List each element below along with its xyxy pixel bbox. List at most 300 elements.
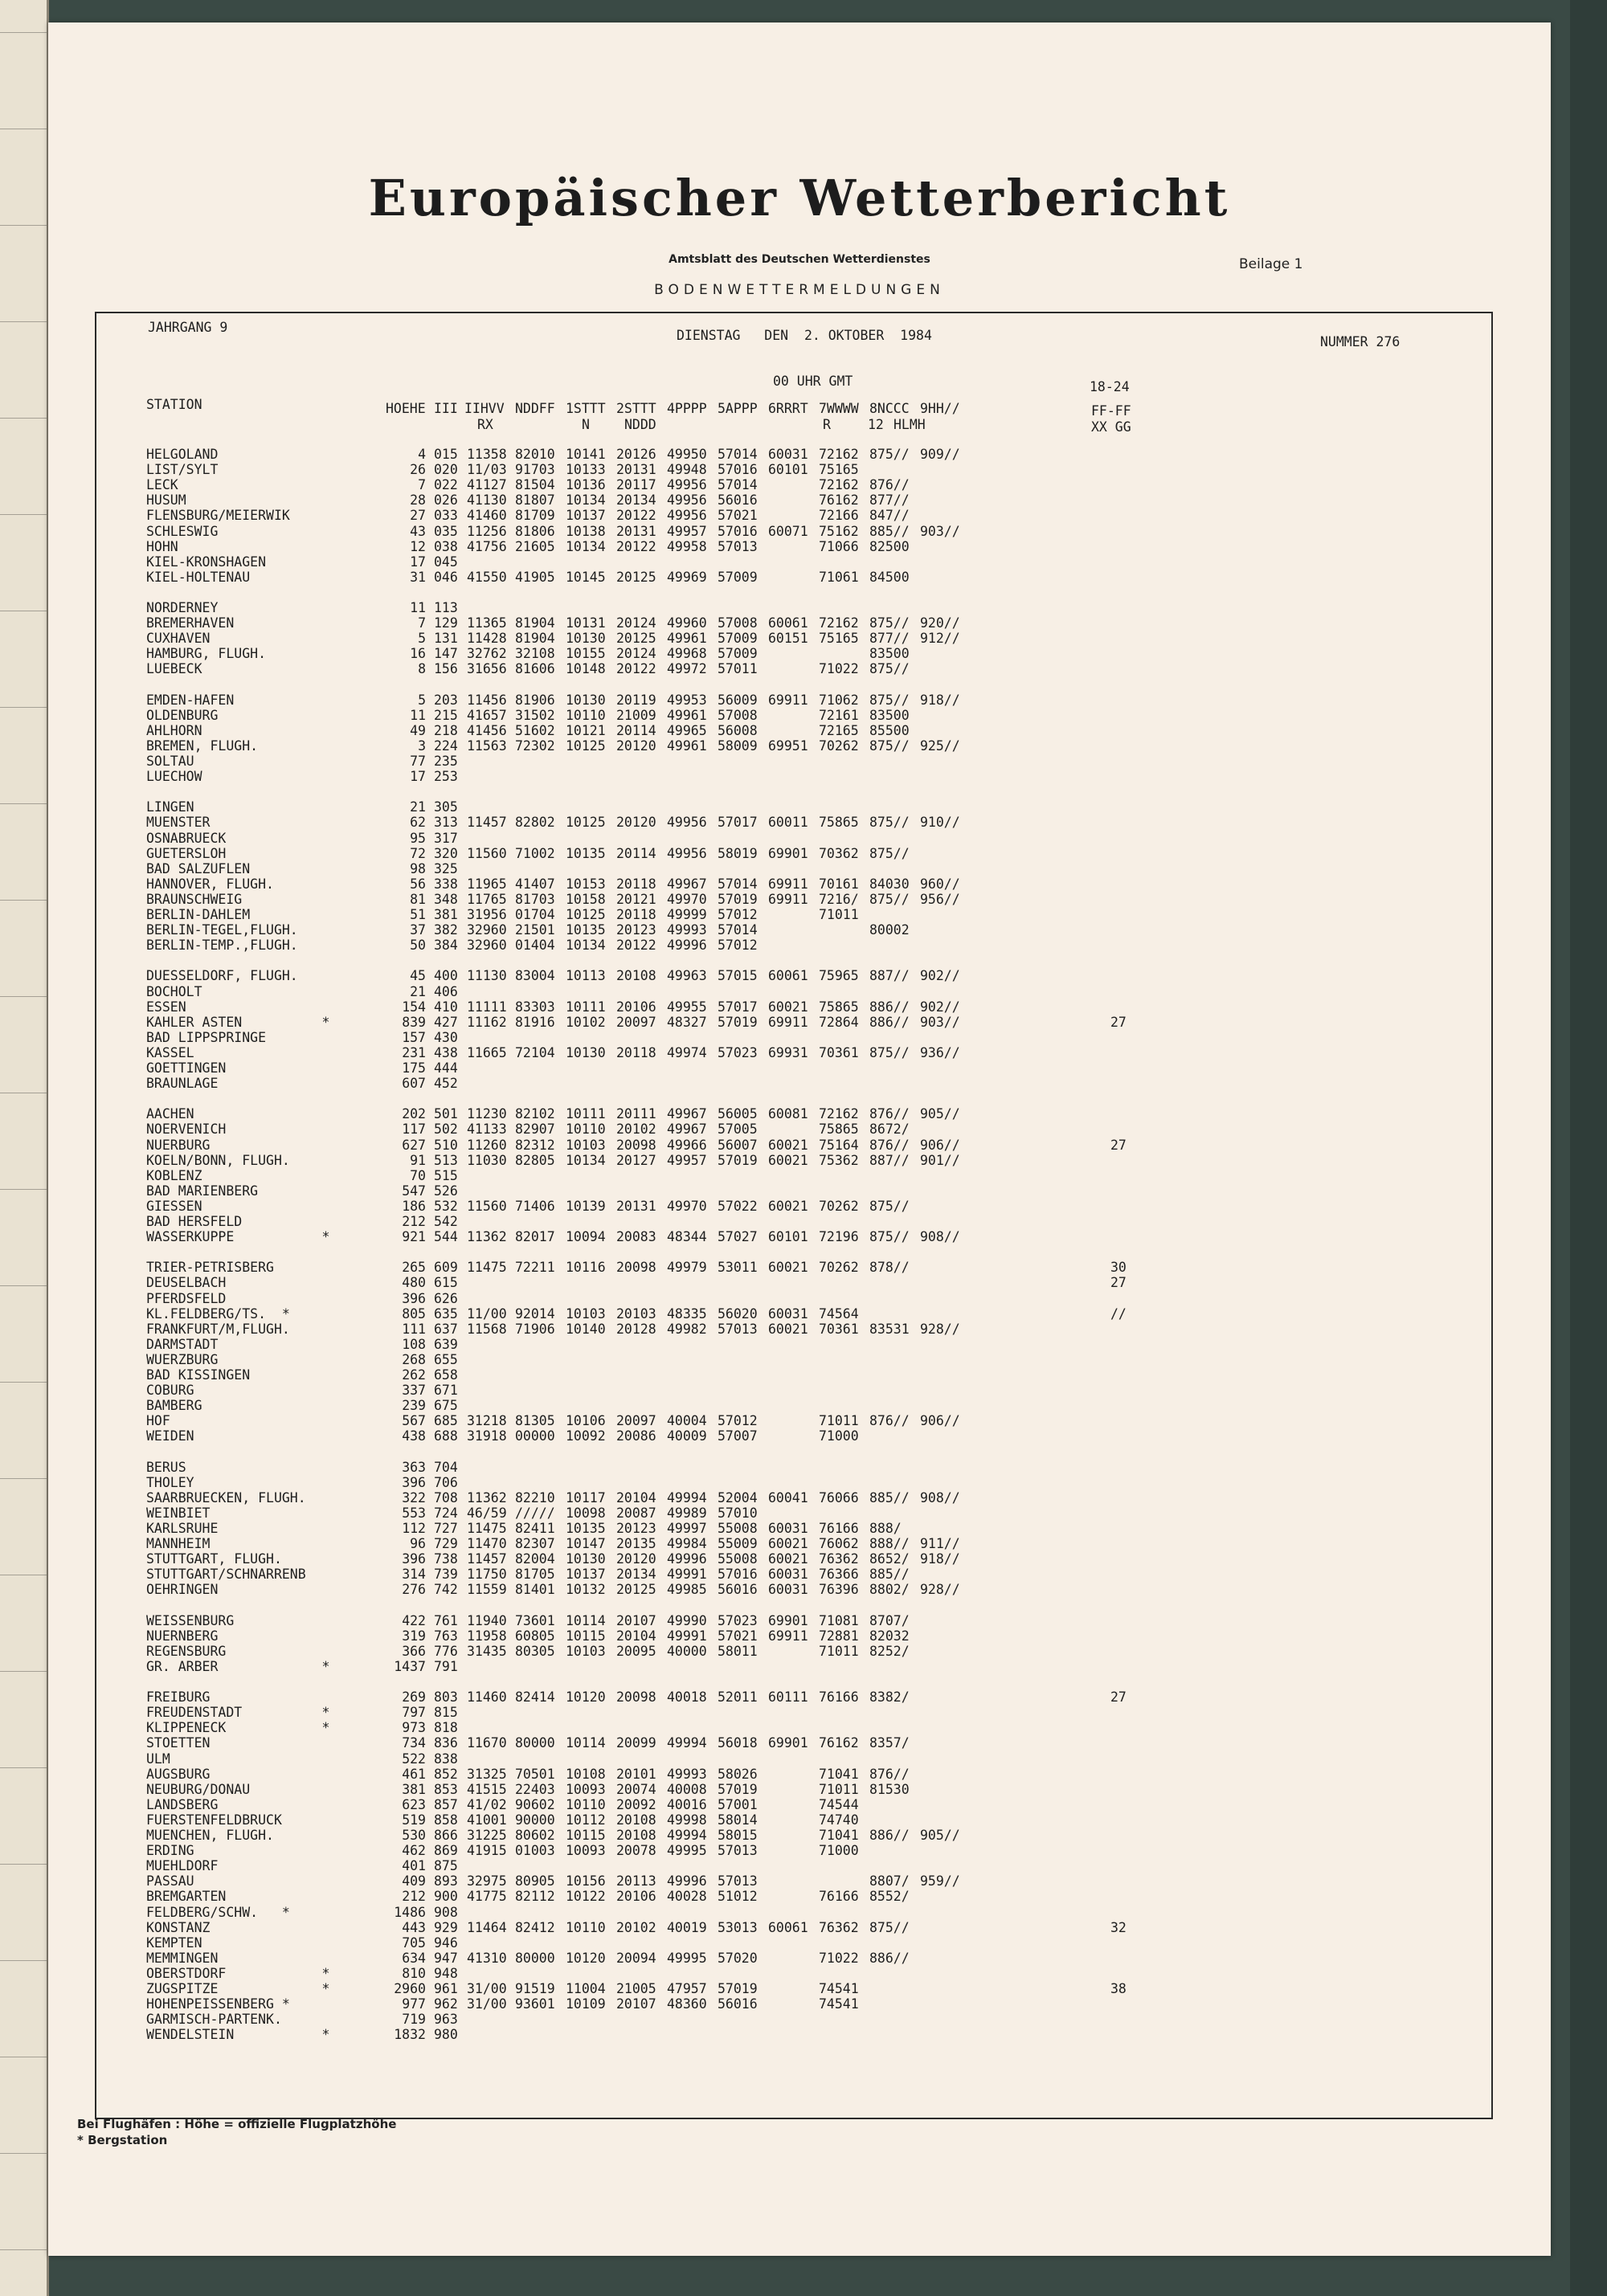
cell-w: 75865 (819, 999, 859, 1015)
cell-h: 396 (402, 1551, 426, 1567)
cell-x: 959// (920, 1873, 960, 1890)
cell-e: 49996 (667, 1551, 707, 1567)
cell-c: 10116 (566, 1260, 606, 1276)
cell-d: 20118 (616, 876, 656, 892)
cell-g: 60061 (768, 615, 808, 631)
cell-e: 49990 (667, 1612, 707, 1628)
book-binding-right (1570, 0, 1607, 2296)
station-name: KONSTANZ (146, 1919, 211, 1935)
table-row (96, 953, 1495, 968)
cell-d: 20099 (616, 1735, 656, 1751)
cell-d: 20083 (616, 1229, 656, 1245)
page-title: Europäischer Wetterbericht (368, 169, 1231, 227)
cell-c: 10131 (566, 615, 606, 631)
cell-f: 55008 (718, 1551, 758, 1567)
cell-f: 57014 (718, 922, 758, 938)
cell-w: 74564 (819, 1305, 859, 1322)
table-row (96, 1168, 1495, 1183)
cell-i: 776 (434, 1643, 458, 1659)
table-row (96, 754, 1495, 769)
cell-i: 046 (434, 569, 458, 585)
cell-g: 69911 (768, 876, 808, 892)
table-row (96, 1076, 1495, 1091)
station-name: FREUDENSTADT * (146, 1705, 330, 1721)
cell-i: 869 (434, 1843, 458, 1859)
cell-h: 977 (402, 1996, 426, 2012)
station-name: WEISSENBURG (146, 1612, 235, 1628)
cell-n: 8802/ (869, 1582, 910, 1598)
cell-b: 81916 (515, 1014, 555, 1030)
cell-b: 92014 (515, 1305, 555, 1322)
cell-n: 886// (869, 999, 910, 1015)
col-iihvv: IIHVV (464, 401, 505, 416)
cell-i: 704 (434, 1459, 458, 1475)
cell-w: 72162 (819, 1106, 859, 1122)
cell-b: 91519 (515, 1981, 555, 1996)
cell-d: 20125 (616, 569, 656, 585)
cell-b: 01704 (515, 907, 555, 922)
table-row (96, 861, 1495, 876)
station-name: THOLEY (146, 1474, 194, 1490)
cell-ff: 27 (1110, 1275, 1127, 1291)
cell-g: 60031 (768, 1305, 808, 1322)
cell-h: 337 (402, 1383, 426, 1399)
cell-a: 32960 (467, 922, 507, 938)
cell-w: 71011 (819, 1643, 859, 1659)
cell-h: 112 (402, 1521, 426, 1536)
table-row (96, 1199, 1495, 1214)
cell-e: 40004 (667, 1413, 707, 1429)
table-row (96, 1138, 1495, 1153)
cell-h: 519 (402, 1812, 426, 1828)
cell-h: 91 (410, 1152, 426, 1168)
cell-a: 41310 (467, 1950, 507, 1966)
station-name: OBERSTDORF * (146, 1965, 330, 1981)
cell-e: 48344 (667, 1229, 707, 1245)
station-name: KASSEL (146, 1044, 194, 1060)
table-row (96, 539, 1495, 554)
cell-f: 57015 (718, 968, 758, 984)
cell-a: 41915 (467, 1843, 507, 1859)
cell-h: 154 (402, 999, 426, 1015)
cell-d: 20098 (616, 1689, 656, 1706)
cell-a: 11475 (467, 1521, 507, 1536)
cell-b: 80305 (515, 1643, 555, 1659)
cell-c: 10114 (566, 1612, 606, 1628)
cell-a: 11457 (467, 815, 507, 831)
table-row (96, 1091, 1495, 1106)
cell-x: 960// (920, 876, 960, 892)
table-row (96, 907, 1495, 922)
table-row (96, 1966, 1495, 1981)
cell-n: 84500 (869, 569, 910, 585)
cell-w: 76062 (819, 1536, 859, 1552)
station-name: BERUS (146, 1459, 186, 1475)
cell-n: 876// (869, 477, 910, 493)
cell-e: 49953 (667, 692, 707, 708)
cell-h: 43 (410, 523, 426, 539)
cell-w: 75865 (819, 815, 859, 831)
cell-a: 11560 (467, 845, 507, 861)
cell-g: 69911 (768, 1628, 808, 1644)
cell-b: 83303 (515, 999, 555, 1015)
cell-f: 55009 (718, 1536, 758, 1552)
cell-x: 928// (920, 1582, 960, 1598)
cell-n: 877// (869, 492, 910, 509)
cell-d: 21005 (616, 1981, 656, 1996)
cell-n: 847// (869, 508, 910, 524)
table-row (96, 1521, 1495, 1536)
cell-h: 111 (402, 1321, 426, 1337)
cell-d: 20124 (616, 615, 656, 631)
cell-w: 75362 (819, 1152, 859, 1168)
cell-e: 49974 (667, 1044, 707, 1060)
table-row (96, 1873, 1495, 1889)
cell-c: 10122 (566, 1889, 606, 1905)
cell-h: 547 (402, 1183, 426, 1199)
cell-f: 57021 (718, 508, 758, 524)
cell-h: 805 (402, 1305, 426, 1322)
col-7wwww-sub: 12 (868, 417, 884, 432)
table-row (96, 1767, 1495, 1782)
cell-b: 71906 (515, 1321, 555, 1337)
cell-n: 80002 (869, 922, 910, 938)
cell-f: 58009 (718, 737, 758, 754)
cell-c: 10130 (566, 1551, 606, 1567)
cell-i: 708 (434, 1489, 458, 1505)
cell-h: 28 (410, 492, 426, 509)
cell-e: 49991 (667, 1628, 707, 1644)
cell-ff: 27 (1110, 1014, 1127, 1030)
cell-d: 20092 (616, 1796, 656, 1812)
cell-a: 31/00 (467, 1996, 507, 2012)
cell-i: 033 (434, 508, 458, 524)
table-row (96, 1551, 1495, 1567)
cell-a: 31218 (467, 1413, 507, 1429)
cell-g: 60071 (768, 523, 808, 539)
cell-i: 791 (434, 1658, 458, 1674)
table-row (96, 462, 1495, 477)
volume-label: JAHRGANG 9 (148, 320, 228, 335)
cell-i: 317 (434, 830, 458, 846)
cell-g: 60101 (768, 1229, 808, 1245)
table-row (96, 1490, 1495, 1505)
station-name: FLENSBURG/MEIERWIK (146, 508, 290, 524)
cell-d: 20135 (616, 1536, 656, 1552)
cell-i: 961 (434, 1981, 458, 1996)
cell-i: 542 (434, 1214, 458, 1229)
cell-x: 920// (920, 615, 960, 631)
cell-b: 72211 (515, 1260, 555, 1276)
cell-h: 212 (402, 1889, 426, 1905)
cell-h: 11 (410, 707, 426, 723)
table-row (96, 1505, 1495, 1521)
cell-i: 129 (434, 615, 458, 631)
station-name: STUTTGART/SCHNARRENB (146, 1567, 306, 1583)
cell-e: 49970 (667, 1198, 707, 1214)
cell-h: 422 (402, 1612, 426, 1628)
cell-b: 81904 (515, 615, 555, 631)
cell-i: 637 (434, 1321, 458, 1337)
cell-n: 8357/ (869, 1735, 910, 1751)
cell-n: 84030 (869, 876, 910, 892)
cell-c: 10094 (566, 1229, 606, 1245)
col-2sttt-sub: NDDD (624, 417, 656, 432)
cell-x: 905// (920, 1106, 960, 1122)
cell-w: 75165 (819, 631, 859, 647)
cell-g: 69931 (768, 1044, 808, 1060)
cell-e: 40000 (667, 1643, 707, 1659)
cell-w: 71062 (819, 692, 859, 708)
table-row (96, 554, 1495, 570)
cell-b: 82312 (515, 1137, 555, 1153)
cell-h: 50 (410, 938, 426, 954)
cell-a: 11030 (467, 1152, 507, 1168)
col-9hh: 9HH// (920, 401, 960, 416)
cell-h: 212 (402, 1214, 426, 1229)
cell-c: 10155 (566, 646, 606, 662)
cell-f: 57019 (718, 1152, 758, 1168)
station-name: SAARBRUECKEN, FLUGH. (146, 1489, 306, 1505)
station-name: LINGEN (146, 799, 194, 815)
cell-g: 60021 (768, 999, 808, 1015)
cell-c: 10130 (566, 1044, 606, 1060)
cell-i: 381 (434, 907, 458, 922)
cell-b: 81703 (515, 891, 555, 907)
cell-n: 875// (869, 661, 910, 677)
cell-i: 382 (434, 922, 458, 938)
cell-x: 956// (920, 891, 960, 907)
station-name: ERDING (146, 1843, 194, 1859)
station-name: OSNABRUECK (146, 830, 227, 846)
cell-w: 76162 (819, 1735, 859, 1751)
cell-h: 567 (402, 1413, 426, 1429)
cell-c: 10133 (566, 462, 606, 478)
cell-b: 82010 (515, 447, 555, 462)
cell-c: 10109 (566, 1996, 606, 2012)
station-name: STOETTEN (146, 1735, 211, 1751)
station-name: TRIER-PETRISBERG (146, 1260, 274, 1276)
cell-i: 452 (434, 1076, 458, 1092)
cell-h: 26 (410, 462, 426, 478)
cell-g: 60021 (768, 1551, 808, 1567)
page (48, 22, 1551, 2256)
cell-c: 10110 (566, 1796, 606, 1812)
cell-d: 20097 (616, 1014, 656, 1030)
col-iii: III (434, 401, 458, 416)
cell-c: 10153 (566, 876, 606, 892)
table-row (96, 708, 1495, 723)
table-row (96, 938, 1495, 953)
cell-w: 72864 (819, 1014, 859, 1030)
cell-b: 01003 (515, 1843, 555, 1859)
cell-g: 60021 (768, 1137, 808, 1153)
cell-h: 262 (402, 1367, 426, 1383)
cell-h: 1832 (394, 2027, 426, 2043)
cell-e: 40009 (667, 1428, 707, 1444)
cell-a: 11560 (467, 1198, 507, 1214)
cell-c: 10103 (566, 1643, 606, 1659)
cell-b: 82102 (515, 1106, 555, 1122)
cell-b: 72302 (515, 737, 555, 754)
cell-h: 95 (410, 830, 426, 846)
table-row (96, 1244, 1495, 1260)
cell-i: 853 (434, 1781, 458, 1797)
cell-d: 20102 (616, 1919, 656, 1935)
table-row (96, 1889, 1495, 1904)
cell-b: 82112 (515, 1889, 555, 1905)
cell-a: 11162 (467, 1014, 507, 1030)
cell-b: 82802 (515, 815, 555, 831)
cell-g: 60031 (768, 1582, 808, 1598)
table-row (96, 1689, 1495, 1705)
cell-e: 49948 (667, 462, 707, 478)
cell-i: 738 (434, 1551, 458, 1567)
table-row (96, 1905, 1495, 1920)
cell-i: 147 (434, 646, 458, 662)
station-name: FREIBURG (146, 1689, 211, 1706)
cell-w: 72166 (819, 508, 859, 524)
cell-c: 10135 (566, 845, 606, 861)
cell-x: 925// (920, 737, 960, 754)
cell-i: 526 (434, 1183, 458, 1199)
cell-i: 963 (434, 2012, 458, 2028)
cell-i: 929 (434, 1919, 458, 1935)
footnote-mountain: * Bergstation (77, 2133, 168, 2147)
cell-b: 82307 (515, 1536, 555, 1552)
cell-e: 49967 (667, 876, 707, 892)
station-name: WASSERKUPPE * (146, 1229, 330, 1245)
table-row (96, 769, 1495, 784)
cell-f: 57012 (718, 1413, 758, 1429)
station-name: COBURG (146, 1383, 194, 1399)
cell-i: 253 (434, 769, 458, 785)
cell-h: 117 (402, 1121, 426, 1138)
col-1sttt-sub: N (582, 417, 590, 432)
table-row (96, 1030, 1495, 1045)
cell-h: 396 (402, 1474, 426, 1490)
cell-g: 60011 (768, 815, 808, 831)
cell-e: 49956 (667, 477, 707, 493)
cell-g: 69951 (768, 737, 808, 754)
cell-a: 41775 (467, 1889, 507, 1905)
station-name: LANDSBERG (146, 1796, 219, 1812)
observation-time: 00 UHR GMT (773, 374, 853, 389)
cell-i: 724 (434, 1505, 458, 1521)
cell-e: 40008 (667, 1781, 707, 1797)
table-row (96, 1828, 1495, 1843)
cell-h: 839 (402, 1014, 426, 1030)
table-row (96, 600, 1495, 615)
cell-h: 268 (402, 1351, 426, 1367)
cell-n: 875// (869, 891, 910, 907)
cell-c: 10120 (566, 1689, 606, 1706)
cell-e: 40018 (667, 1689, 707, 1706)
station-name: HANNOVER, FLUGH. (146, 876, 274, 892)
station-name: FELDBERG/SCHW. * (146, 1904, 290, 1920)
cell-a: 11559 (467, 1582, 507, 1598)
cell-h: 21 (410, 983, 426, 999)
cell-h: 98 (410, 860, 426, 876)
cell-e: 49956 (667, 508, 707, 524)
cell-d: 20108 (616, 1812, 656, 1828)
cell-i: 875 (434, 1858, 458, 1874)
cell-a: 41460 (467, 508, 507, 524)
cell-e: 49996 (667, 1873, 707, 1890)
cell-h: 49 (410, 722, 426, 738)
cell-c: 10135 (566, 1521, 606, 1536)
cell-f: 58026 (718, 1766, 758, 1782)
table-row (96, 1183, 1495, 1199)
cell-e: 49961 (667, 707, 707, 723)
cell-e: 49993 (667, 1766, 707, 1782)
cell-i: 348 (434, 891, 458, 907)
cell-f: 57017 (718, 999, 758, 1015)
station-name: GIESSEN (146, 1198, 202, 1214)
cell-w: 7216/ (819, 891, 859, 907)
table-row (96, 1106, 1495, 1121)
cell-c: 10136 (566, 477, 606, 493)
cell-w: 72165 (819, 722, 859, 738)
station-name: GR. ARBER * (146, 1658, 330, 1674)
station-name: NUERBURG (146, 1137, 211, 1153)
cell-i: 727 (434, 1521, 458, 1536)
cell-h: 157 (402, 1029, 426, 1045)
cell-i: 022 (434, 477, 458, 493)
cell-f: 56007 (718, 1137, 758, 1153)
station-name: BREMEN, FLUGH. (146, 737, 259, 754)
cell-n: 875// (869, 1044, 910, 1060)
cell-d: 20119 (616, 692, 656, 708)
cell-h: 363 (402, 1459, 426, 1475)
table-row (96, 1613, 1495, 1628)
cell-i: 400 (434, 968, 458, 984)
table-row (96, 447, 1495, 462)
cell-g: 60031 (768, 1567, 808, 1583)
cell-d: 20134 (616, 1567, 656, 1583)
table-row (96, 1367, 1495, 1383)
cell-c: 10130 (566, 692, 606, 708)
cell-i: 406 (434, 983, 458, 999)
table-row (96, 1996, 1495, 2012)
cell-ff: // (1110, 1305, 1127, 1322)
cell-f: 57005 (718, 1121, 758, 1138)
table-row (96, 1858, 1495, 1873)
cell-a: 11362 (467, 1489, 507, 1505)
cell-b: 01404 (515, 938, 555, 954)
station-name: BOCHOLT (146, 983, 202, 999)
table-row (96, 922, 1495, 938)
table-row (96, 846, 1495, 861)
cell-g: 60061 (768, 1919, 808, 1935)
station-name: EMDEN-HAFEN (146, 692, 235, 708)
table-row (96, 892, 1495, 907)
cell-c: 10112 (566, 1812, 606, 1828)
cell-b: 81606 (515, 661, 555, 677)
cell-c: 10148 (566, 661, 606, 677)
station-name: BERLIN-TEGEL,FLUGH. (146, 922, 298, 938)
col-nddff: NDDFF (515, 401, 555, 416)
cell-e: 49991 (667, 1567, 707, 1583)
cell-e: 40019 (667, 1919, 707, 1935)
cell-h: 11 (410, 600, 426, 615)
table-row (96, 1981, 1495, 1996)
cell-b: ///// (515, 1505, 555, 1521)
cell-f: 57019 (718, 1781, 758, 1797)
table-row (96, 1260, 1495, 1275)
col-8nccc: 8NCCC (869, 401, 910, 416)
station-name: PFERDSFELD (146, 1290, 227, 1306)
